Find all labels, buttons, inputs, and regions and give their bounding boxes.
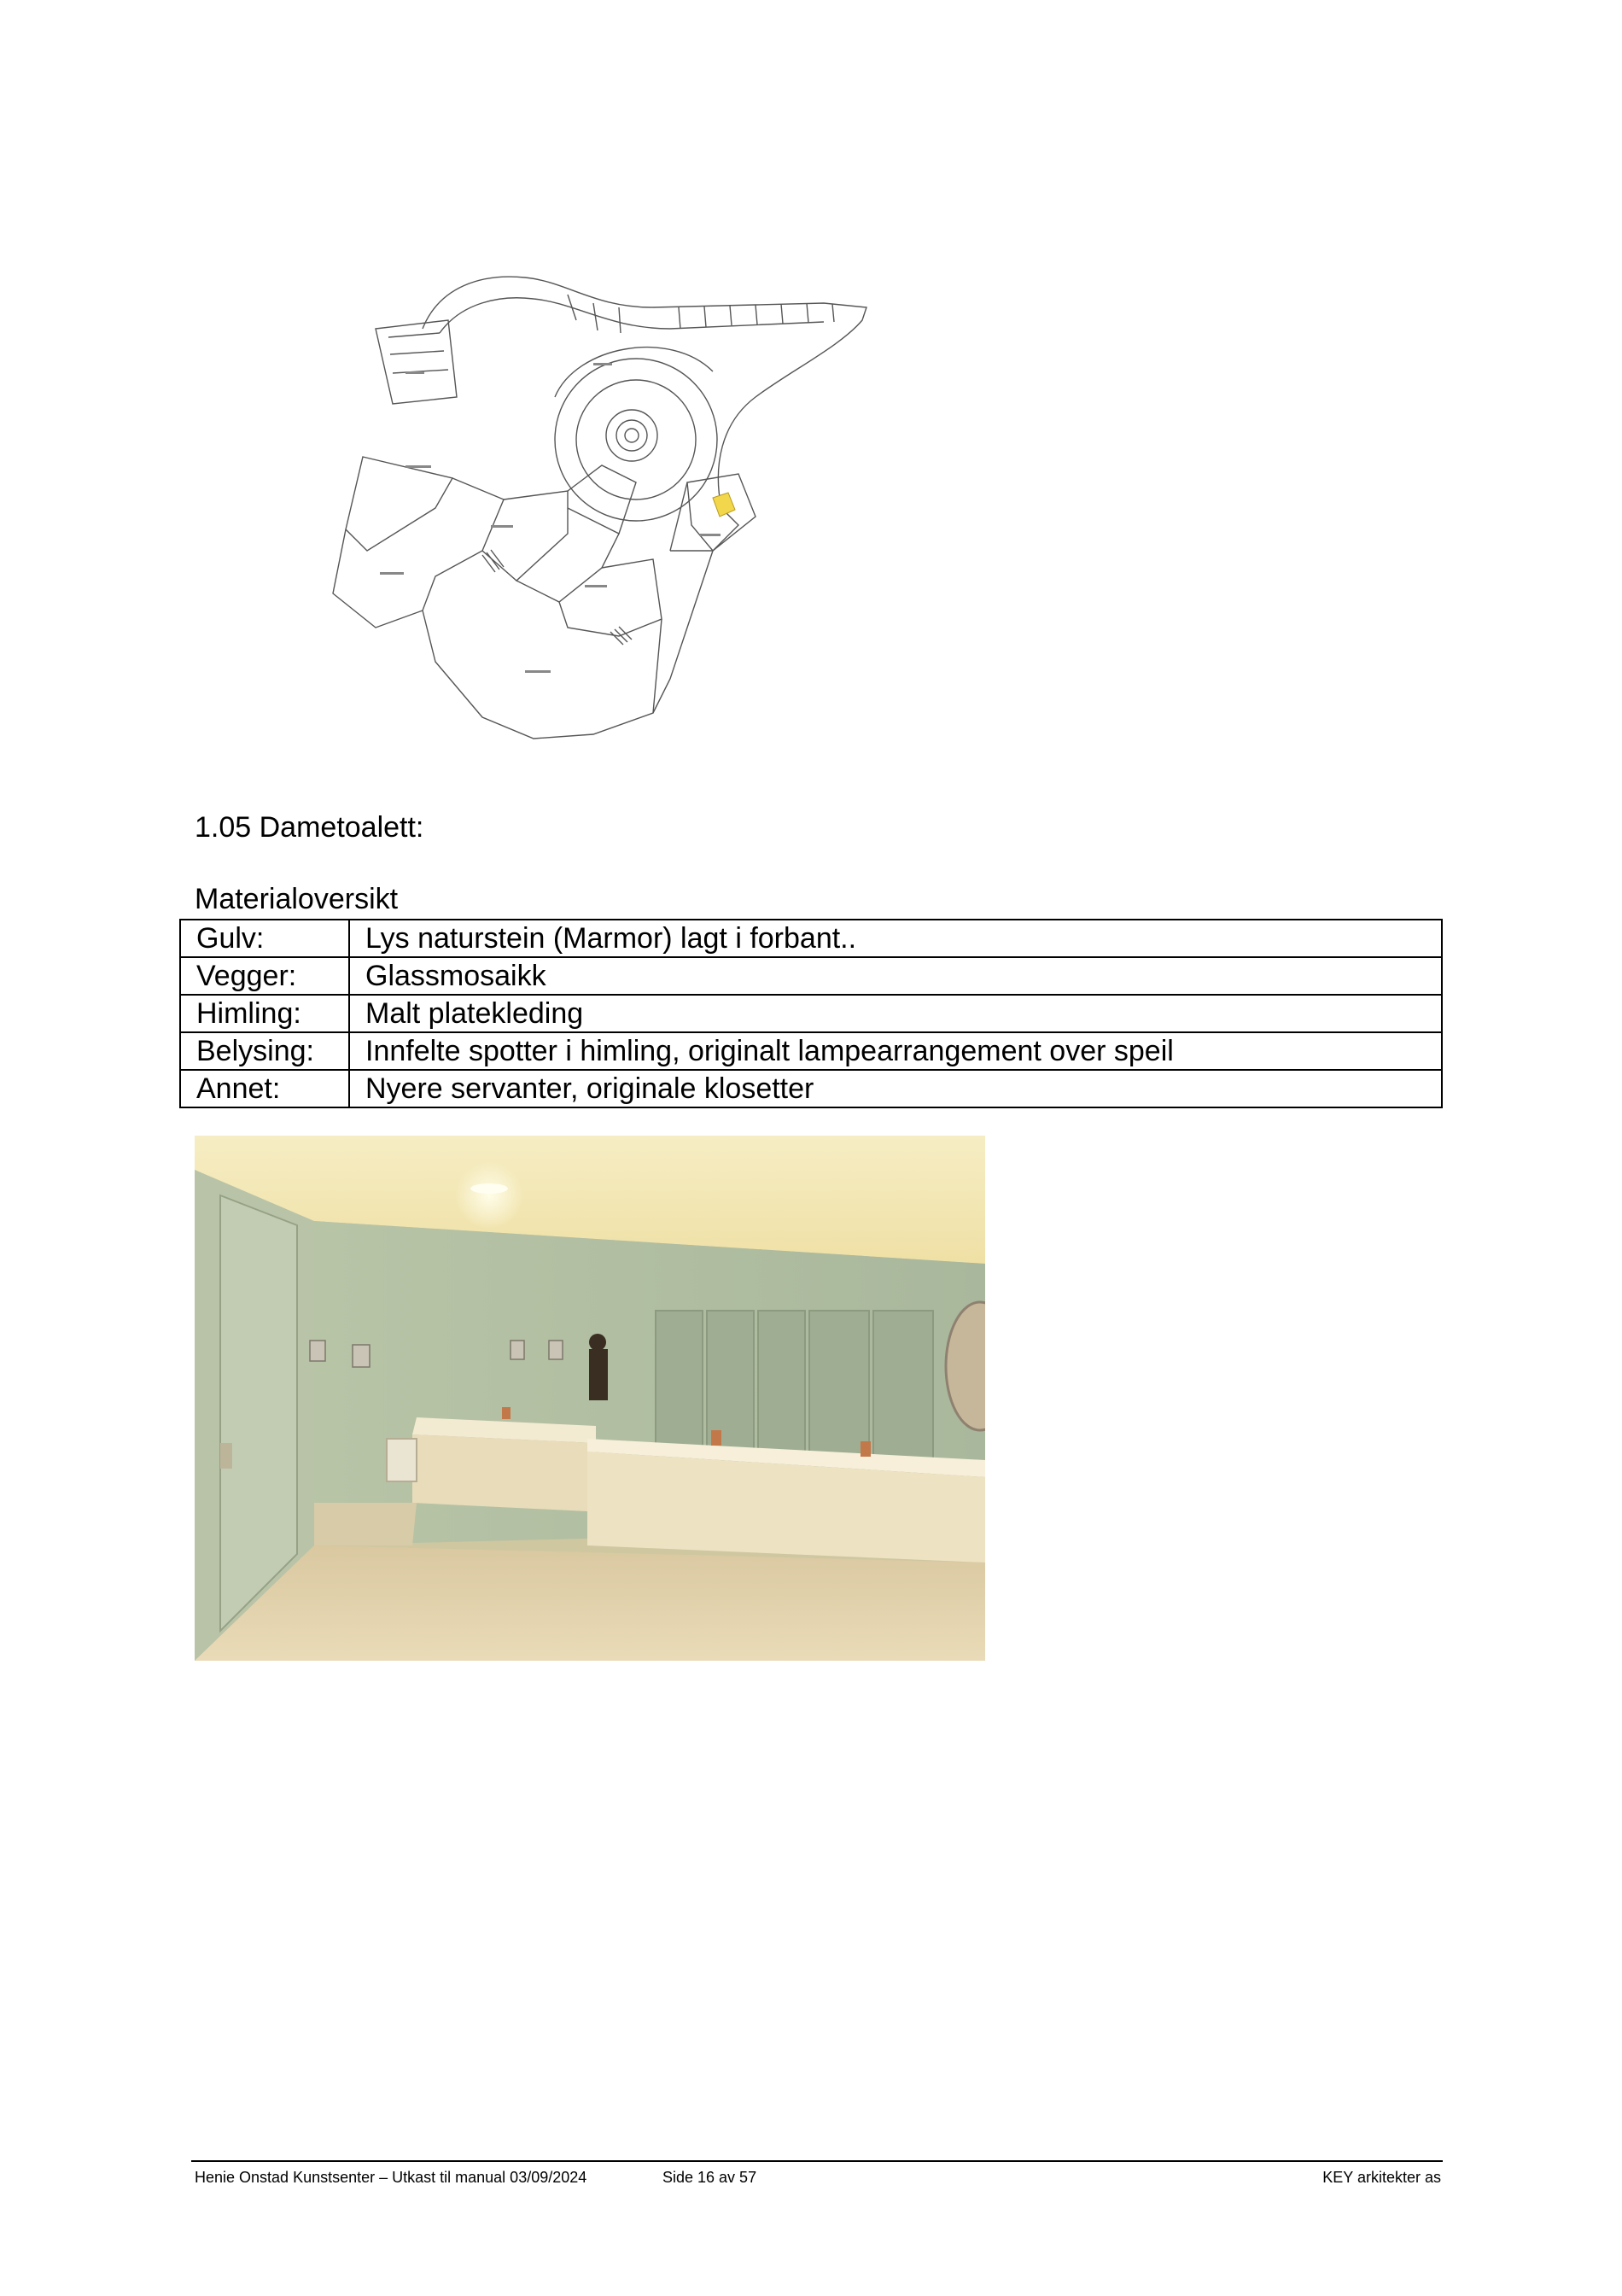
washroom-photo [195,1136,985,1661]
footer-page-number: Side 16 av 57 [662,2169,757,2186]
highlighted-room [713,493,735,517]
table-row [180,995,1442,1032]
materials-caption: Materialoversikt [195,883,399,915]
material-value: Malt platekleding [349,995,1442,1032]
section-heading: 1.05 Dametoalett: [195,811,424,844]
materials-table [179,919,1443,1108]
material-label: Himling: [180,995,349,1032]
material-value: Nyere servanter, originale klosetter [349,1070,1442,1107]
footer-divider [191,2160,1443,2162]
material-label: Annet: [180,1070,349,1107]
material-value: Lys naturstein (Marmor) lagt i forbant.. [349,920,1442,957]
table-row [180,1032,1442,1070]
material-label: Gulv: [180,920,349,957]
table-row [180,957,1442,995]
floor-plan-drawing [312,269,977,764]
footer-company: KEY arkitekter as [1322,2169,1441,2186]
material-value: Glassmosaikk [349,957,1442,995]
table-row [180,1070,1442,1107]
material-label: Vegger: [180,957,349,995]
table-row [180,920,1442,957]
material-value: Innfelte spotter i himling, originalt lampearrangement over speil [349,1032,1442,1070]
footer-document-title: Henie Onstad Kunstsenter – Utkast til manual 03/09/2024 [195,2169,587,2186]
material-label: Belysing: [180,1032,349,1070]
